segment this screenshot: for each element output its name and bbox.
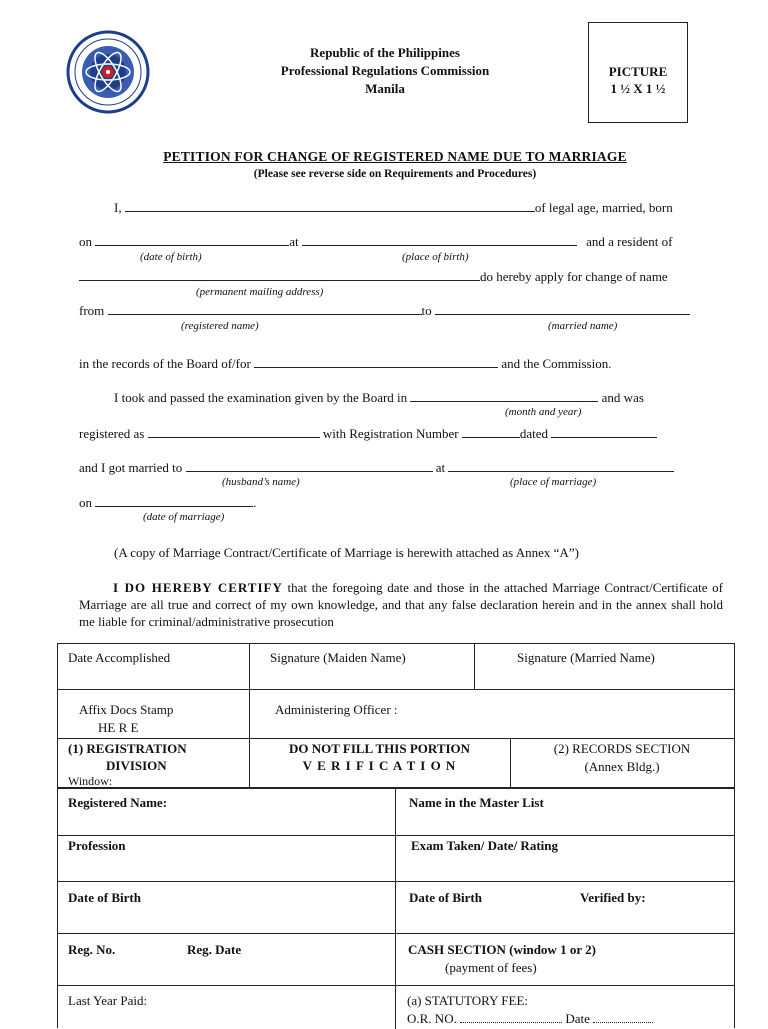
- certification-paragraph: [79, 579, 723, 630]
- form-line-address: do hereby apply for change of name: [79, 268, 668, 285]
- administering-officer-label: Administering Officer :: [275, 702, 398, 717]
- applicant-name-field[interactable]: [125, 199, 535, 212]
- picture-label: PICTURE: [608, 64, 668, 79]
- registration-date-field[interactable]: [551, 425, 657, 438]
- certify-heading: I DO HEREBY CERTIFY: [113, 580, 283, 595]
- caption-date-of-marriage: (date of marriage): [143, 511, 225, 523]
- form-title: PETITION FOR CHANGE OF REGISTERED NAME DUE TO MARRIAGE: [163, 149, 627, 164]
- date-of-birth-right-label: Date of Birth: [409, 890, 482, 905]
- registered-as-field[interactable]: [148, 425, 320, 438]
- form-line-marriage-date: on .: [79, 495, 257, 510]
- form-line-from-to: from to: [79, 302, 690, 319]
- doc-stamp-label: Affix Docs Stamp: [79, 702, 174, 717]
- annex-note: (A copy of Marriage Contract/Certificate of Marriage is herewith attached as Annex “A”): [114, 545, 579, 560]
- or-date-field[interactable]: [593, 1010, 653, 1023]
- registration-division-label-2: DIVISION: [106, 758, 167, 773]
- signature-maiden-label: Signature (Maiden Name): [270, 650, 406, 665]
- board-field[interactable]: [254, 355, 498, 368]
- form-line-board: in the records of the Board of/for and the Commission.: [79, 356, 612, 371]
- form-line-exam: I took and passed the examination given by the Board in and was: [114, 390, 644, 405]
- exam-taken-label: Exam Taken/ Date/ Rating: [411, 838, 558, 853]
- form-line-married-to: and I got married to at: [79, 459, 674, 476]
- payment-of-fees-label: (payment of fees): [445, 960, 537, 975]
- prc-seal-logo: [66, 30, 150, 114]
- form-line-name: I, of legal age, married, born: [114, 200, 673, 215]
- date-accomplished-label: Date Accomplished: [68, 650, 171, 665]
- master-list-label: Name in the Master List: [409, 795, 544, 810]
- certify-text: that the foregoing date and those in the attached Marriage Contract/Certificate of Marriage are all true and correct of my own knowledge, and that any false declaration herein and in the annex shall hold me liable for criminal/administrative prosecution: [79, 580, 724, 629]
- signature-table: [57, 643, 735, 788]
- caption-place-of-marriage: (place of marriage): [510, 476, 597, 488]
- picture-size: 1 ½ X 1 ½: [610, 81, 666, 96]
- or-number-field[interactable]: [460, 1010, 562, 1023]
- header-line-country: Republic of the Philippines: [310, 45, 460, 60]
- records-section-label: (2) RECORDS SECTION: [553, 741, 691, 756]
- registered-name-label: Registered Name:: [68, 795, 168, 810]
- annex-bldg-label: (Annex Bldg.): [584, 759, 660, 774]
- reg-no-label: Reg. No.: [68, 942, 116, 957]
- last-year-paid-label: Last Year Paid:: [68, 993, 148, 1008]
- verified-by-label: Verified by:: [580, 890, 646, 905]
- verification-label: V E R I F I C A T I O N: [302, 758, 457, 773]
- or-number-row: [407, 1010, 653, 1027]
- date-of-birth-field[interactable]: [95, 233, 289, 246]
- statutory-fee-label: (a) STATUTORY FEE:: [407, 993, 529, 1008]
- caption-husband-name: (husband’s name): [222, 476, 300, 488]
- registration-division-label: (1) REGISTRATION: [68, 741, 187, 756]
- form-subtitle: (Please see reverse side on Requirements and Procedures): [253, 168, 537, 180]
- picture-box: [588, 22, 688, 123]
- registered-name-field[interactable]: [108, 302, 422, 315]
- place-of-birth-field[interactable]: [302, 233, 577, 246]
- agency-header: [230, 44, 540, 98]
- caption-place-of-birth: (place of birth): [402, 251, 469, 263]
- mailing-address-field[interactable]: [79, 268, 480, 281]
- header-line-city: Manila: [365, 81, 405, 96]
- do-not-fill-label: DO NOT FILL THIS PORTION: [288, 741, 471, 756]
- caption-mailing-address: (permanent mailing address): [196, 286, 324, 298]
- married-name-field[interactable]: [435, 302, 690, 315]
- exam-month-year-field[interactable]: [410, 389, 598, 402]
- window-label: Window:: [68, 774, 113, 788]
- caption-married-name: (married name): [548, 320, 618, 332]
- caption-date-of-birth: (date of birth): [140, 251, 202, 263]
- caption-month-year: (month and year): [505, 406, 582, 418]
- or-no-label: O.R. NO.: [407, 1011, 457, 1026]
- date-of-birth-left-label: Date of Birth: [68, 890, 141, 905]
- verification-table: [57, 788, 735, 1028]
- caption-registered-name: (registered name): [181, 320, 259, 332]
- place-of-marriage-field[interactable]: [448, 459, 674, 472]
- signature-married-label: Signature (Married Name): [517, 650, 655, 665]
- doc-stamp-here: HE R E: [98, 720, 139, 735]
- profession-label: Profession: [68, 838, 126, 853]
- husband-name-field[interactable]: [186, 459, 433, 472]
- reg-date-label: Reg. Date: [187, 942, 242, 957]
- registration-number-field[interactable]: [462, 425, 520, 438]
- cash-section-label: CASH SECTION (window 1 or 2): [408, 942, 596, 957]
- form-line-registration: registered as with Registration Number dated: [79, 425, 657, 442]
- date-of-marriage-field[interactable]: [95, 494, 253, 507]
- or-date-label: Date: [565, 1011, 590, 1026]
- form-line-birth: on at and a resident of: [79, 234, 673, 249]
- header-line-agency: Professional Regulations Commission: [280, 63, 490, 78]
